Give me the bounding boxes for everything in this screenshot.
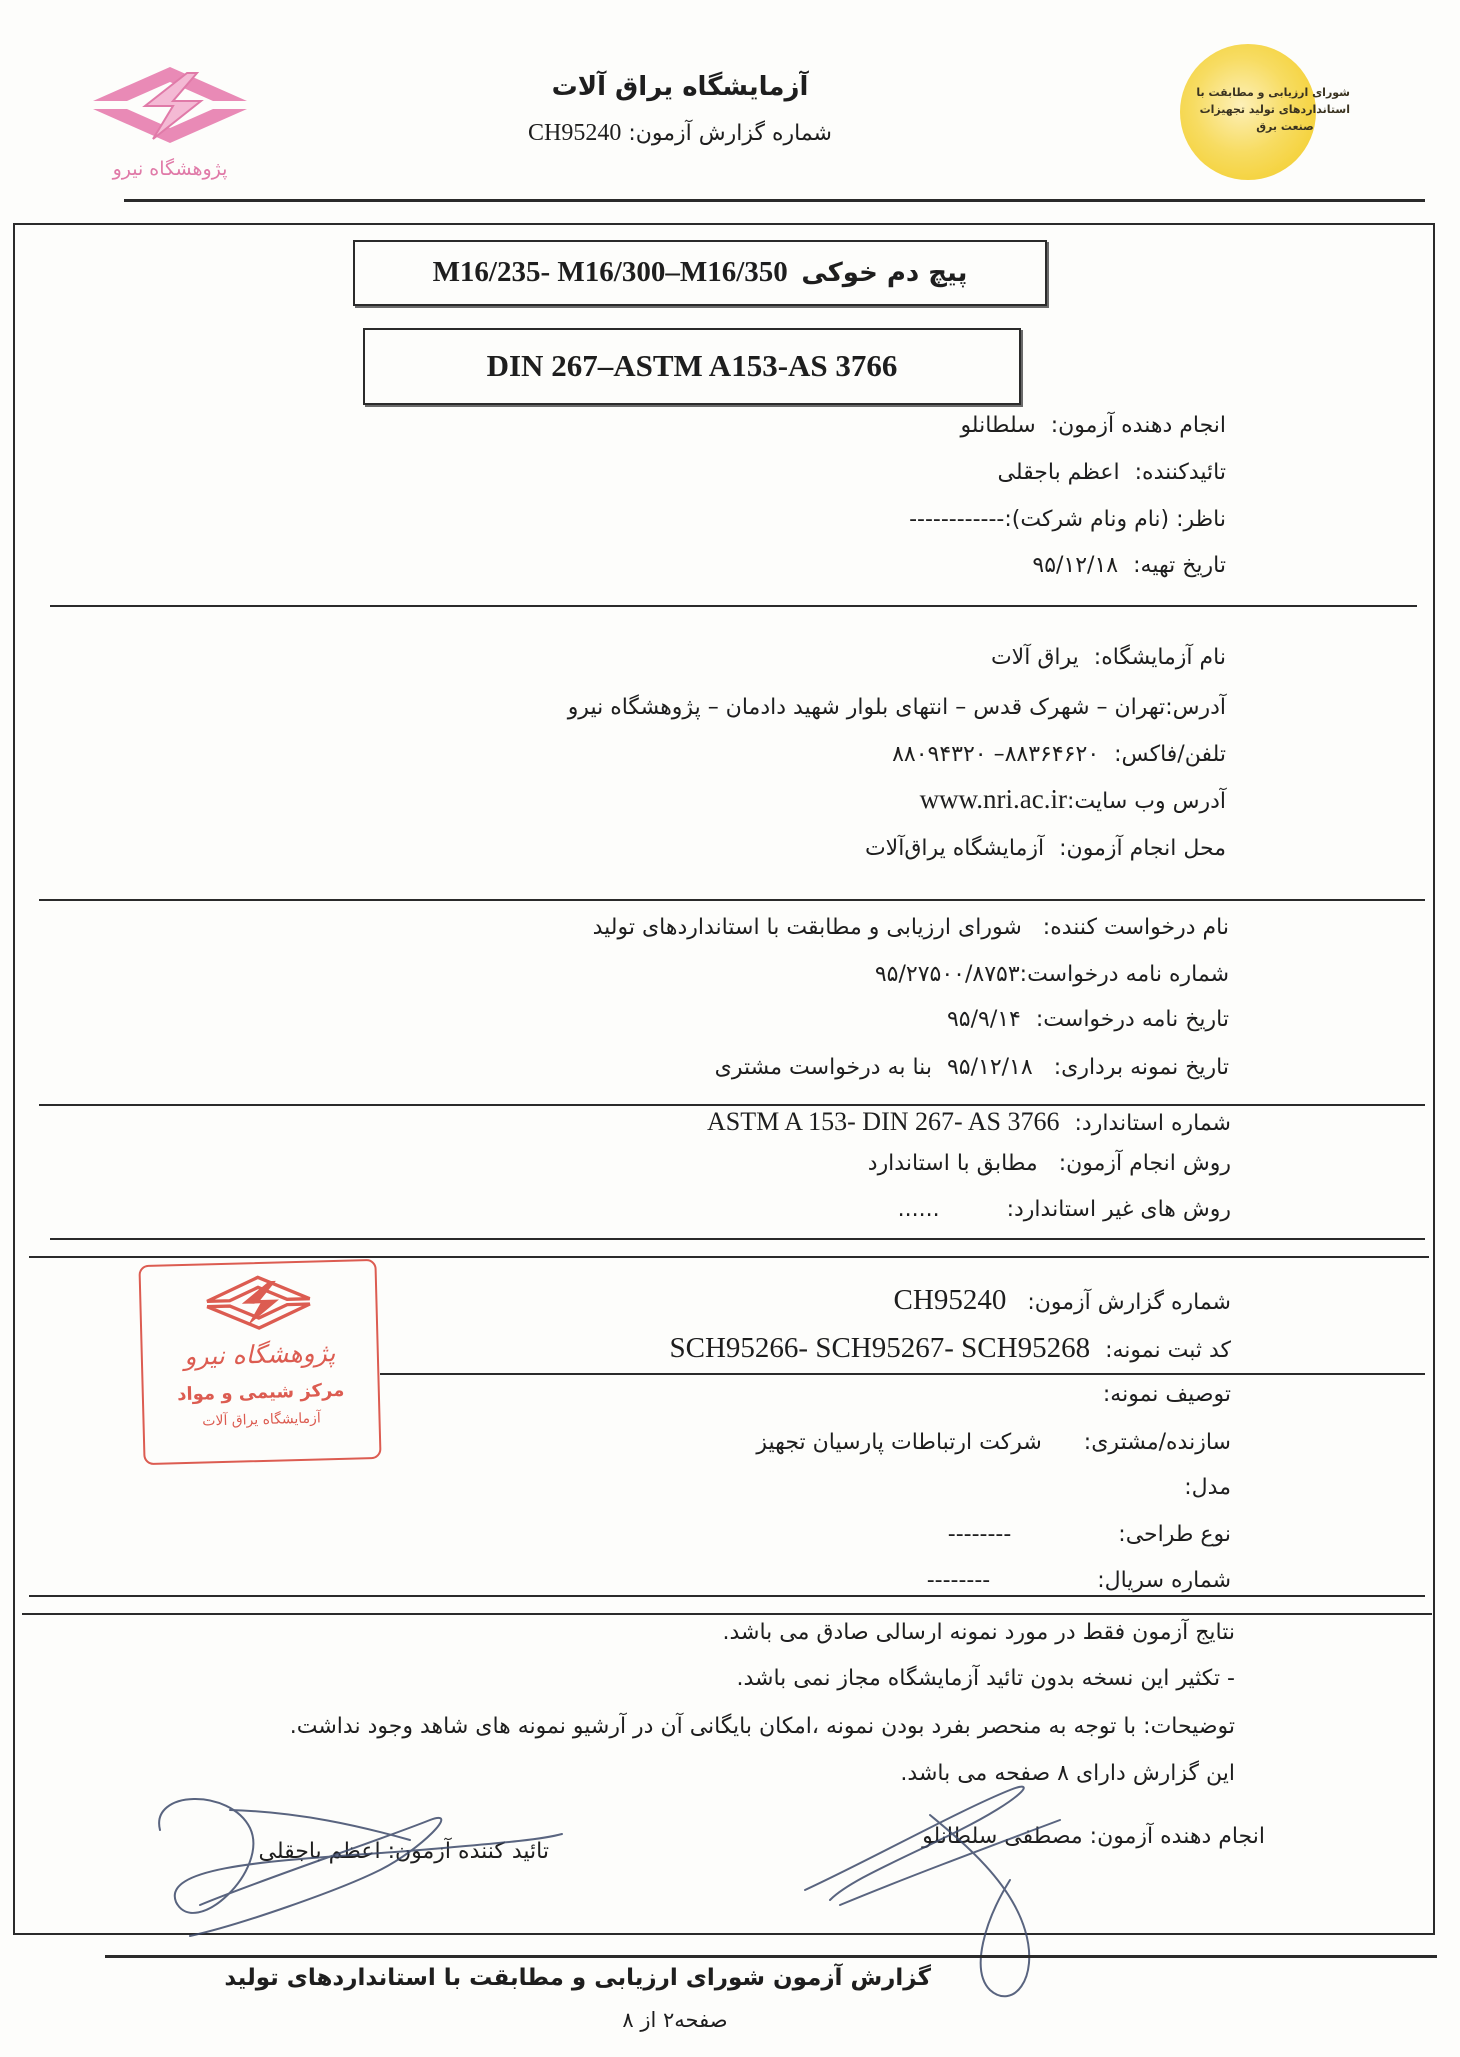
prep-date-row	[1032, 552, 1226, 580]
sample-report-label: شماره گزارش آزمون:	[1027, 1290, 1231, 1315]
design-label: نوع طراحی:	[1118, 1522, 1231, 1547]
divider-6b	[22, 1613, 1432, 1615]
standards-title: DIN 267–ASTM A153-AS 3766	[486, 348, 898, 383]
standard-no-row	[707, 1108, 1231, 1138]
sample-description-label: توصیف نمونه:	[1102, 1382, 1231, 1407]
observer-value: ------------	[909, 507, 1005, 532]
sampling-date-label: تاریخ نمونه برداری:	[1053, 1055, 1229, 1080]
nonstandard-value: ......	[897, 1197, 940, 1222]
test-place-value: آزمایشگاه یراق‌آلات	[864, 836, 1045, 861]
divider-4a	[50, 1238, 1425, 1240]
phone-row	[892, 741, 1226, 769]
stamp-lab: آزمایشگاه یراق آلات	[202, 1410, 321, 1430]
model-row	[1184, 1474, 1231, 1502]
footer-rule	[105, 1955, 1437, 1958]
council-logo-line-3: صنعت برق	[1256, 120, 1314, 133]
product-name: پیچ دم خوکی	[801, 258, 968, 288]
maker-row	[756, 1429, 1231, 1457]
nonstandard-label: روش های غیر استاندارد:	[1006, 1197, 1231, 1222]
product-title-box	[353, 240, 1047, 306]
footer-title: گزارش آزمون شورای ارزیابی و مطابقت با استانداردهای تولید	[224, 1965, 931, 1991]
phone-label: تلفن/فاکس:	[1114, 742, 1226, 767]
product-models: M16/235- M16/300–M16/350	[432, 256, 788, 288]
nri-logo	[85, 58, 255, 188]
design-row	[948, 1521, 1231, 1549]
approver-label: تائیدکننده:	[1134, 460, 1226, 485]
sampling-date-row	[715, 1054, 1229, 1082]
divider-3	[39, 1104, 1425, 1106]
divider-6a	[29, 1595, 1425, 1597]
serial-value: --------	[926, 1568, 991, 1593]
observer-row	[909, 506, 1226, 534]
page-number: صفحه۲ از ۸	[622, 2008, 728, 2032]
address-value: تهران – شهرک قدس – انتهای بلوار شهید دادمان – پژوهشگاه نیرو	[567, 695, 1166, 720]
address-row	[568, 694, 1226, 722]
test-method-row	[868, 1150, 1231, 1178]
approver-row	[998, 459, 1226, 487]
address-label: آدرس:	[1165, 695, 1226, 720]
note-validity: نتایج آزمون فقط در مورد نمونه ارسالی صادق می باشد.	[722, 1620, 1235, 1645]
lab-title: آزمایشگاه یراق آلات	[551, 72, 809, 102]
header-report-number	[480, 120, 880, 147]
test-method-label: روش انجام آزمون:	[1058, 1151, 1231, 1176]
prep-date-value: ۹۵/۱۲/۱۸	[1032, 553, 1119, 578]
tester-value: سلطانلو	[960, 413, 1036, 438]
tester-label: انجام دهنده آزمون:	[1050, 413, 1226, 438]
divider-4b	[29, 1256, 1429, 1258]
divider-5	[380, 1373, 1425, 1375]
tester-signature-label: انجام دهنده آزمون: مصطفی سلطانلو	[922, 1824, 1265, 1849]
lab-stamp	[138, 1259, 381, 1465]
standard-no-label: شماره استاندارد:	[1074, 1111, 1231, 1136]
lab-name-value: یراق آلات	[990, 645, 1079, 670]
standards-box	[363, 328, 1021, 405]
requester-row	[593, 914, 1229, 942]
lab-name-label: نام آزمایشگاه:	[1093, 645, 1226, 670]
approver-value: اعظم باجقلی	[997, 460, 1120, 485]
sampling-date-value: ۹۵/۱۲/۱۸	[946, 1055, 1033, 1080]
design-value: --------	[947, 1522, 1012, 1547]
letter-no-row	[875, 961, 1229, 989]
requester-label: نام درخواست کننده:	[1042, 915, 1229, 940]
model-label: مدل:	[1184, 1475, 1231, 1500]
divider-2	[39, 899, 1425, 901]
header-report-label: شماره گزارش آزمون:	[628, 121, 832, 146]
approver-signature-label: تائید کننده آزمون: اعظم باجقلی	[258, 1839, 549, 1864]
divider-1	[50, 605, 1417, 607]
sample-report-row	[894, 1286, 1231, 1317]
nri-stamp-icon	[198, 1270, 320, 1333]
council-logo-line-2: استانداردهای تولید تجهیزات	[1199, 103, 1350, 116]
stamp-center: مرکز شیمی و مواد	[176, 1379, 345, 1406]
standard-no-value: ASTM A 153- DIN 267- AS 3766	[707, 1107, 1060, 1136]
requester-value: شورای ارزیابی و مطابقت با استانداردهای تولید	[592, 915, 1022, 940]
note-pages: این گزارش دارای ۸ صفحه می باشد.	[900, 1761, 1235, 1786]
nri-logo-icon	[85, 58, 255, 150]
nonstandard-row	[898, 1196, 1231, 1224]
test-method-value: مطابق با استاندارد	[867, 1151, 1038, 1176]
test-place-row	[865, 835, 1226, 863]
letter-no-value: ۹۵/۲۷۵۰۰/۸۷۵۳	[874, 962, 1020, 987]
sample-report-value: CH95240	[893, 1284, 1007, 1316]
phone-value: ۸۸۳۶۴۶۲۰– ۸۸۰۹۴۳۲۰	[892, 742, 1100, 767]
maker-label: سازنده/مشتری:	[1083, 1430, 1231, 1455]
council-logo-line-1: شورای ارزیابی و مطابقت با	[1196, 86, 1350, 99]
note-remarks: توضیحات: با توجه به منحصر بفرد بودن نمونه ،امکان بایگانی آن در آرشیو نمونه های شاهد وجود نداشت.	[289, 1714, 1235, 1739]
observer-label: ناظر: (نام ونام شرکت):	[1004, 507, 1226, 532]
sample-code-row	[670, 1334, 1231, 1365]
letter-date-value: ۹۵/۹/۱۴	[946, 1007, 1021, 1032]
council-logo	[1180, 44, 1352, 184]
maker-value: شرکت ارتباطات پارسیان تجهیز	[756, 1430, 1042, 1455]
sample-code-value: SCH95266- SCH95267- SCH95268	[669, 1332, 1091, 1364]
letter-date-row	[947, 1006, 1229, 1034]
test-place-label: محل انجام آزمون:	[1059, 836, 1226, 861]
sample-code-label: کد ثبت نمونه:	[1105, 1338, 1231, 1363]
letter-date-label: تاریخ نامه درخواست:	[1035, 1007, 1229, 1032]
header-report-value: CH95240	[528, 120, 622, 146]
serial-row	[927, 1567, 1231, 1595]
note-copy: - تکثیر این نسخه بدون تائید آزمایشگاه مجاز نمی باشد.	[736, 1666, 1235, 1691]
council-logo-text	[1196, 84, 1350, 135]
stamp-org: پژوهشگاه نیرو	[183, 1338, 336, 1371]
website-label: آدرس وب سایت:	[1067, 789, 1226, 814]
lab-name-row	[991, 644, 1226, 672]
serial-label: شماره سریال:	[1097, 1568, 1231, 1593]
sampling-note: بنا به درخواست مشتری	[714, 1055, 932, 1080]
prep-date-label: تاریخ تهیه:	[1133, 553, 1226, 578]
sample-description-row	[1103, 1381, 1231, 1409]
letter-no-label: شماره نامه درخواست:	[1019, 962, 1229, 987]
header-rule	[124, 199, 1425, 202]
website-value: www.nri.ac.ir	[919, 784, 1068, 814]
product-title	[355, 242, 1045, 306]
nri-logo-text: پژوهشگاه نیرو	[112, 158, 228, 180]
website-row	[920, 785, 1226, 816]
tester-row	[960, 412, 1226, 440]
